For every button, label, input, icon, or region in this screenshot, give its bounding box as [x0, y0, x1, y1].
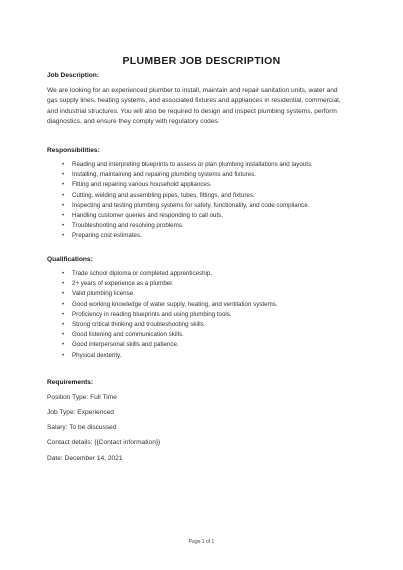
qualifications-heading: Qualifications:: [47, 256, 93, 263]
page-title: PLUMBER JOB DESCRIPTION: [122, 55, 281, 67]
list-item: • Cutting, welding and assembling pipes, tubes, fittings, and fixtures.: [62, 191, 313, 201]
list-item: • Preparing cost estimates.: [62, 231, 313, 241]
list-item: • Valid plumbing license.: [62, 289, 278, 299]
job-description-paragraph: [47, 86, 359, 127]
page-number: Page 1 of 1: [188, 539, 215, 545]
paragraph-line: and industrial structures. You will also be required to design and inspect plumbing systems, perform: [47, 107, 337, 115]
list-item: • Good interpersonal skills and patience.: [62, 340, 278, 350]
list-item: • Inspecting and testing plumbing systems for safety, functionality, and code compliance.: [62, 201, 313, 211]
list-item: • 2+ years of experience as a plumber.: [62, 279, 278, 289]
list-item: • Good listening and communication skills.: [62, 330, 278, 340]
list-item: • Physical dexterity.: [62, 351, 278, 361]
paragraph-line: gas supply lines, heating systems, and associated fixtures and appliances in residential, commercial,: [47, 97, 341, 105]
qualifications-list: [62, 269, 278, 361]
list-item: • Reading and interpreting blueprints to assess or plan plumbing installations and layouts.: [62, 160, 313, 170]
list-item: • Strong critical thinking and troubleshooting skills.: [62, 320, 278, 330]
list-item: • Trade school diploma or completed apprenticeship.: [62, 269, 278, 279]
paragraph-line: diagnostics, and ensure they comply with regulatory codes.: [47, 117, 220, 125]
job-description-heading: Job Description:: [47, 72, 100, 79]
paragraph-line: We are looking for an experienced plumber to install, maintain and repair sanitation units, water and: [47, 87, 338, 94]
list-item: • Installing, maintaining and repairing plumbing systems and fixtures.: [62, 170, 313, 180]
position-type: Position Type: Full Time: [47, 394, 117, 401]
list-item: • Troubleshooting and resolving problems.: [62, 221, 313, 231]
list-item: • Proficiency in reading blueprints and using plumbing tools.: [62, 310, 278, 320]
list-item: • Fitting and repairing various household appliances.: [62, 180, 313, 190]
contact-details: Contact details: {{Contact information}}: [47, 439, 161, 446]
responsibilities-list: [62, 160, 313, 242]
date: Date: December 14, 2021: [47, 455, 123, 462]
responsibilities-heading: Responsibilities:: [47, 147, 100, 154]
salary: Salary: To be discussed: [47, 424, 117, 431]
requirements-heading: Requirements:: [47, 379, 94, 386]
job-type: Job Type: Experienced: [47, 409, 114, 416]
list-item: • Handling customer queries and responding to call outs.: [62, 211, 313, 221]
list-item: • Good working knowledge of water supply, heating, and ventilation systems.: [62, 300, 278, 310]
